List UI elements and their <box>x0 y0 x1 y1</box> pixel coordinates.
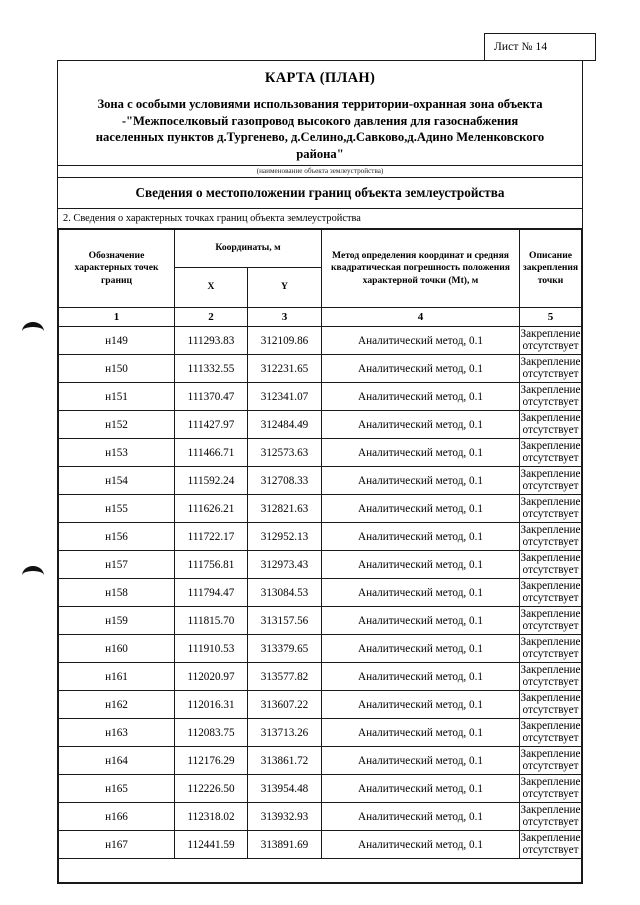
cell-description: Закрепление отсутствует <box>520 607 582 635</box>
cell-method: Аналитический метод, 0.1 <box>322 635 520 663</box>
table-row <box>59 551 582 579</box>
cell-point-designation: н155 <box>59 495 175 523</box>
cell-method: Аналитический метод, 0.1 <box>322 523 520 551</box>
table-row <box>59 411 582 439</box>
title-block <box>58 61 582 166</box>
table-row <box>59 579 582 607</box>
table-row-empty <box>59 859 582 883</box>
header-coordinates: Координаты, м <box>175 230 322 268</box>
table-row <box>59 383 582 411</box>
cell-coordinate-x: 111427.97 <box>175 411 248 439</box>
cell-point-designation: н152 <box>59 411 175 439</box>
cell-coordinate-y: 312109.86 <box>248 327 322 355</box>
cell-description: Закрепление отсутствует <box>520 411 582 439</box>
cell-method: Аналитический метод, 0.1 <box>322 607 520 635</box>
cell-coordinate-y: 313954.48 <box>248 775 322 803</box>
column-number-5: 5 <box>520 308 582 327</box>
table-row <box>59 691 582 719</box>
cell-coordinate-y: 312708.33 <box>248 467 322 495</box>
cell-method: Аналитический метод, 0.1 <box>322 467 520 495</box>
cell-description: Закрепление отсутствует <box>520 691 582 719</box>
cell-coordinate-x: 111794.47 <box>175 579 248 607</box>
table-header-row-1 <box>59 230 582 268</box>
sheet-number-label: Лист № 14 <box>494 41 548 53</box>
cell-coordinate-x: 111815.70 <box>175 607 248 635</box>
header-point-designation: Обозначение характерных точек границ <box>59 230 175 308</box>
header-x: X <box>175 268 248 308</box>
cell-method: Аналитический метод, 0.1 <box>322 803 520 831</box>
cell-coordinate-x: 111466.71 <box>175 439 248 467</box>
cell-coordinate-x: 112441.59 <box>175 831 248 859</box>
object-name-caption: (наименование объекта землеустройства) <box>58 166 582 178</box>
cell-method: Аналитический метод, 0.1 <box>322 411 520 439</box>
cell-coordinate-x: 111592.24 <box>175 467 248 495</box>
cell-point-designation: н157 <box>59 551 175 579</box>
table-row <box>59 327 582 355</box>
table-row <box>59 831 582 859</box>
cell-point-designation: н153 <box>59 439 175 467</box>
cell-coordinate-x: 111293.83 <box>175 327 248 355</box>
cell-description: Закрепление отсутствует <box>520 439 582 467</box>
table-row <box>59 523 582 551</box>
cell-coordinate-y: 313861.72 <box>248 747 322 775</box>
table-row <box>59 495 582 523</box>
cell-coordinate-y: 312341.07 <box>248 383 322 411</box>
cell-description: Закрепление отсутствует <box>520 663 582 691</box>
cell-coordinate-y: 313713.26 <box>248 719 322 747</box>
cell-description: Закрепление отсутствует <box>520 579 582 607</box>
cell-point-designation: н167 <box>59 831 175 859</box>
cell-point-designation: н163 <box>59 719 175 747</box>
cell-point-designation: н149 <box>59 327 175 355</box>
table-row <box>59 747 582 775</box>
cell-coordinate-x: 111626.21 <box>175 495 248 523</box>
cell-description: Закрепление отсутствует <box>520 747 582 775</box>
cell-coordinate-y: 313891.69 <box>248 831 322 859</box>
cell-coordinate-x: 112083.75 <box>175 719 248 747</box>
cell-method: Аналитический метод, 0.1 <box>322 383 520 411</box>
cell-coordinate-y: 312973.43 <box>248 551 322 579</box>
sheet-number-box <box>484 33 596 61</box>
table-row <box>59 663 582 691</box>
column-number-4: 4 <box>322 308 520 327</box>
cell-point-designation: н165 <box>59 775 175 803</box>
cell-method: Аналитический метод, 0.1 <box>322 495 520 523</box>
cell-description: Закрепление отсутствует <box>520 355 582 383</box>
table-row <box>59 439 582 467</box>
cell-description: Закрепление отсутствует <box>520 803 582 831</box>
cell-point-designation: н150 <box>59 355 175 383</box>
cell-description: Закрепление отсутствует <box>520 383 582 411</box>
object-name-line-1: Зона с особыми условиями использования территории-охранная зона объекта <box>97 97 543 111</box>
object-name-line-4: района" <box>296 146 344 161</box>
cell-description: Закрепление отсутствует <box>520 775 582 803</box>
cell-method: Аналитический метод, 0.1 <box>322 551 520 579</box>
cell-description: Закрепление отсутствует <box>520 495 582 523</box>
section-title: Сведения о местоположении границ объекта землеустройства <box>58 178 582 209</box>
header-method: Метод определения координат и средняя квадратическая погрешность положения характерной точки (Mt), м <box>322 230 520 308</box>
cell-point-designation: н158 <box>59 579 175 607</box>
cell-method: Аналитический метод, 0.1 <box>322 327 520 355</box>
cell-coordinate-x: 112176.29 <box>175 747 248 775</box>
table-row <box>59 607 582 635</box>
binding-hook-mark-icon <box>22 566 44 585</box>
cell-point-designation: н161 <box>59 663 175 691</box>
cell-description: Закрепление отсутствует <box>520 523 582 551</box>
cell-coordinate-x: 111370.47 <box>175 383 248 411</box>
column-number-2: 2 <box>175 308 248 327</box>
cell-method: Аналитический метод, 0.1 <box>322 691 520 719</box>
cell-point-designation: н156 <box>59 523 175 551</box>
cell-coordinate-y: 313084.53 <box>248 579 322 607</box>
table-column-number-row <box>59 308 582 327</box>
cell-coordinate-x: 112020.97 <box>175 663 248 691</box>
cell-method: Аналитический метод, 0.1 <box>322 439 520 467</box>
table-row <box>59 719 582 747</box>
table-row <box>59 467 582 495</box>
cell-method: Аналитический метод, 0.1 <box>322 831 520 859</box>
cell-description: Закрепление отсутствует <box>520 719 582 747</box>
object-name-line-3: населенных пунктов д.Тургенево, д.Селино,д.Савково,д.Адино Меленковского <box>95 130 545 144</box>
cell-coordinate-y: 312484.49 <box>248 411 322 439</box>
cell-coordinate-x: 111756.81 <box>175 551 248 579</box>
header-y: Y <box>248 268 322 308</box>
cell-point-designation: н164 <box>59 747 175 775</box>
cell-method: Аналитический метод, 0.1 <box>322 579 520 607</box>
cell-description: Закрепление отсутствует <box>520 635 582 663</box>
cell-point-designation: н162 <box>59 691 175 719</box>
cell-coordinate-y: 312231.65 <box>248 355 322 383</box>
table-body <box>59 327 582 883</box>
cell-method: Аналитический метод, 0.1 <box>322 355 520 383</box>
column-number-1: 1 <box>59 308 175 327</box>
cell-description: Закрепление отсутствует <box>520 551 582 579</box>
table-row <box>59 803 582 831</box>
cell-coordinate-x: 111722.17 <box>175 523 248 551</box>
subsection-title: 2. Сведения о характерных точках границ объекта землеустройства <box>58 209 582 229</box>
cell-coordinate-x: 112318.02 <box>175 803 248 831</box>
table-row <box>59 635 582 663</box>
cell-description: Закрепление отсутствует <box>520 831 582 859</box>
cell-point-designation: н160 <box>59 635 175 663</box>
table-row <box>59 355 582 383</box>
column-number-3: 3 <box>248 308 322 327</box>
cell-point-designation: н154 <box>59 467 175 495</box>
cell-method: Аналитический метод, 0.1 <box>322 663 520 691</box>
characteristic-points-table <box>58 229 582 883</box>
cell-coordinate-y: 313157.56 <box>248 607 322 635</box>
binding-hook-mark-icon <box>22 322 44 341</box>
cell-coordinate-y: 313932.93 <box>248 803 322 831</box>
cell-description: Закрепление отсутствует <box>520 327 582 355</box>
cell-method: Аналитический метод, 0.1 <box>322 747 520 775</box>
cell-description: Закрепление отсутствует <box>520 467 582 495</box>
cell-coordinate-y: 313577.82 <box>248 663 322 691</box>
cell-coordinate-x: 112016.31 <box>175 691 248 719</box>
cell-coordinate-x: 111332.55 <box>175 355 248 383</box>
cell-coordinate-y: 312952.13 <box>248 523 322 551</box>
cell-point-designation: н151 <box>59 383 175 411</box>
cell-coordinate-y: 312821.63 <box>248 495 322 523</box>
cell-coordinate-y: 313607.22 <box>248 691 322 719</box>
cell-method: Аналитический метод, 0.1 <box>322 775 520 803</box>
cell-coordinate-x: 111910.53 <box>175 635 248 663</box>
cell-point-designation: н166 <box>59 803 175 831</box>
page-title: КАРТА (ПЛАН) <box>264 70 376 86</box>
table-row <box>59 775 582 803</box>
header-description: Описание закрепления точки <box>520 230 582 308</box>
cell-method: Аналитический метод, 0.1 <box>322 719 520 747</box>
cell-coordinate-x: 112226.50 <box>175 775 248 803</box>
document-frame <box>57 60 583 884</box>
object-name-line-2: -"Межпоселковый газопровод высокого давления для газоснабжения <box>121 113 519 128</box>
cell-coordinate-y: 312573.63 <box>248 439 322 467</box>
cell-point-designation: н159 <box>59 607 175 635</box>
empty-cell <box>59 859 582 883</box>
cell-coordinate-y: 313379.65 <box>248 635 322 663</box>
